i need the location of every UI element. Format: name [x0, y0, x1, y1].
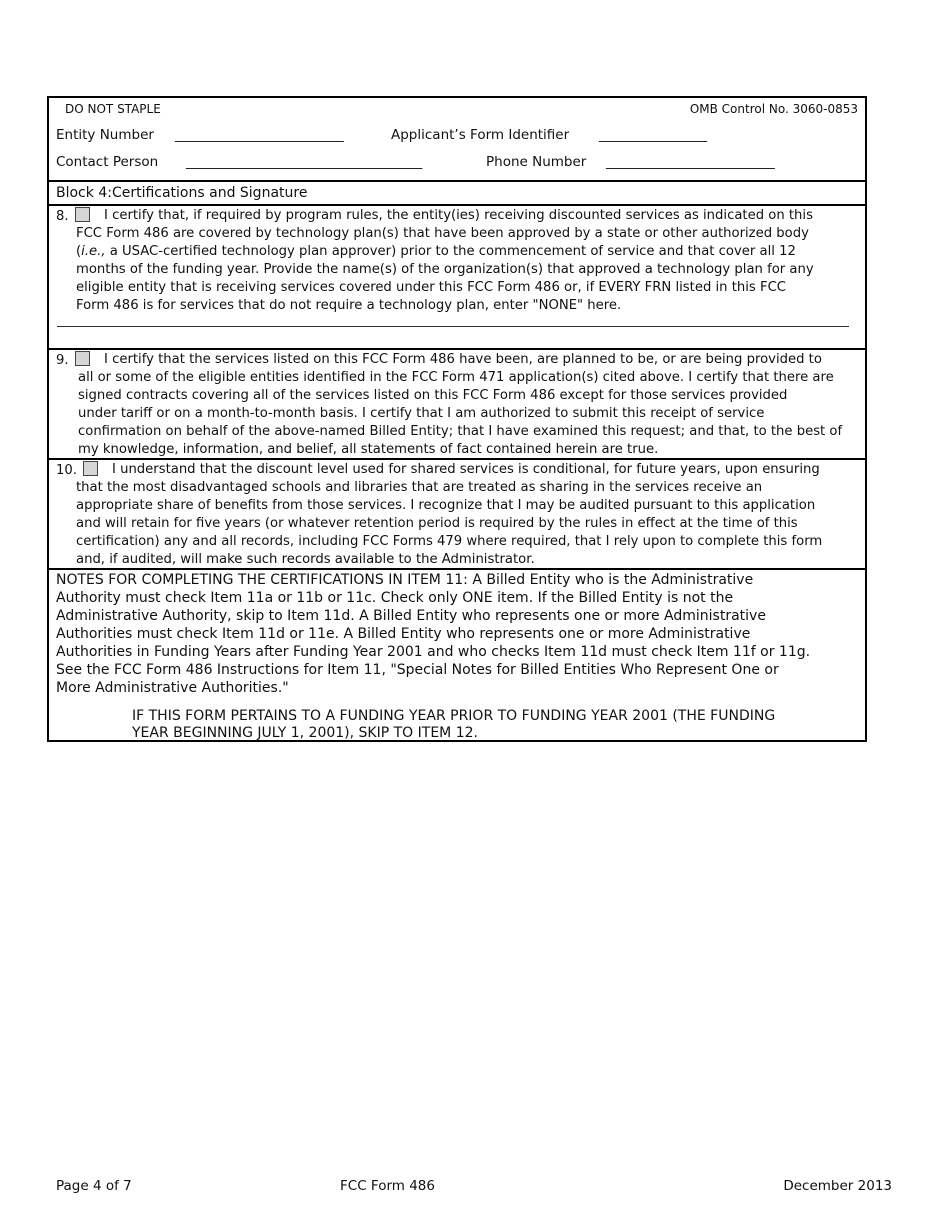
item-9-line: under tariff or on a month-to-month basis. I certify that I am authorized to submit this receipt of service [78, 406, 765, 421]
notes-line: Administrative Authority, skip to Item 11d. A Billed Entity who represents one or more Administrative [56, 608, 766, 624]
notes-line: Authorities must check Item 11d or 11e. A Billed Entity who represents one or more Administrative [56, 626, 751, 642]
item-11-notes [49, 570, 865, 740]
item-10-line: and will retain for five years (or whatever retention period is required by the rules in effect at the time of this [76, 516, 798, 531]
entity-number-label: Entity Number [56, 127, 154, 143]
item-10-line: that the most disadvantaged schools and libraries that are treated as sharing in the services receive an [76, 480, 763, 495]
item-10-line: I understand that the discount level used for shared services is conditional, for future years, upon ensuring [112, 462, 820, 477]
form-header [49, 98, 865, 182]
form-identifier-label: Applicant’s Form Identifier [391, 127, 570, 143]
notes-line: Authorities in Funding Years after Funding Year 2001 and who checks Item 11d must check Item 11f or 11g. [56, 644, 811, 660]
item-8-line: months of the funding year. Provide the name(s) of the organization(s) that approved a technology plan for any [76, 262, 814, 277]
notes-line: More Administrative Authorities." [56, 680, 289, 696]
item-9-checkbox[interactable] [75, 351, 90, 366]
notes-line: NOTES FOR COMPLETING THE CERTIFICATIONS IN ITEM 11: A Billed Entity who is the Administrative [56, 572, 754, 588]
item-8-ie-paren: ( [76, 244, 82, 259]
funding-year-instruction: IF THIS FORM PERTAINS TO A FUNDING YEAR PRIOR TO FUNDING YEAR 2001 (THE FUNDING [132, 708, 776, 724]
contact-person-field[interactable]: ___________________________________ [186, 154, 423, 170]
form-identifier-field[interactable]: ________________ [599, 127, 707, 143]
notes-line: Authority must check Item 11a or 11b or 11c. Check only ONE item. If the Billed Entity is not the [56, 590, 734, 606]
contact-person-label: Contact Person [56, 154, 159, 170]
item-10-number: 10. [56, 463, 77, 478]
certification-item-10 [49, 460, 865, 570]
block-4-title: Block 4:Certifications and Signature [49, 182, 865, 206]
item-9-line: all or some of the eligible entities identified in the FCC Form 471 application(s) cited above. I certify that there are [78, 370, 834, 385]
omb-control-number: OMB Control No. 3060-0853 [689, 102, 858, 116]
item-10-line: and, if audited, will make such records available to the Administrator. [76, 552, 535, 567]
certification-item-9 [49, 350, 865, 460]
item-8-line: eligible entity that is receiving services covered under this FCC Form 486 or, if EVERY FRN listed in this FCC [76, 280, 786, 295]
page-number: Page 4 of 7 [56, 1178, 132, 1194]
item-8-line: Form 486 is for services that do not require a technology plan, enter "NONE" here. [76, 298, 622, 313]
item-8-line: I certify that, if required by program rules, the entity(ies) receiving discounted services as indicated on this [104, 208, 813, 223]
item-8-answer-line[interactable] [57, 326, 849, 327]
entity-number-field[interactable]: _________________________ [175, 127, 344, 143]
item-9-line: I certify that the services listed on this FCC Form 486 have been, are planned to be, or are being provided to [104, 352, 822, 367]
item-8-line: a USAC-certified technology plan approver) prior to the commencement of service and that cover all 12 [109, 244, 796, 259]
item-9-line: signed contracts covering all of the services listed on this FCC Form 486 except for those services provided [78, 388, 788, 403]
item-8-line: FCC Form 486 are covered by technology plan(s) that have been approved by a state or other authorized body [76, 226, 809, 241]
item-8-checkbox[interactable] [75, 207, 90, 222]
item-8-number: 8. [56, 209, 69, 224]
phone-number-field[interactable]: _________________________ [606, 154, 775, 170]
funding-year-instruction: YEAR BEGINNING JULY 1, 2001), SKIP TO ITEM 12. [132, 725, 478, 741]
notes-line: See the FCC Form 486 Instructions for Item 11, "Special Notes for Billed Entities Who Represent One or [56, 662, 779, 678]
certification-item-8 [49, 206, 865, 350]
item-9-line: my knowledge, information, and belief, all statements of fact contained herein are true. [78, 442, 659, 457]
item-10-line: appropriate share of benefits from those services. I recognize that I may be audited pursuant to this application [76, 498, 816, 513]
item-10-checkbox[interactable] [83, 461, 98, 476]
item-9-number: 9. [56, 353, 69, 368]
form-page-4 [47, 96, 867, 742]
phone-number-label: Phone Number [486, 154, 587, 170]
revision-date: December 2013 [783, 1178, 892, 1194]
item-10-line: certification) any and all records, including FCC Forms 479 where required, that I rely upon to complete this form [76, 534, 823, 549]
form-name: FCC Form 486 [340, 1178, 435, 1194]
item-8-ie: i.e., [81, 244, 106, 259]
item-9-line: confirmation on behalf of the above-named Billed Entity; that I have examined this request; and that, to the best of [78, 424, 843, 439]
do-not-staple-label: DO NOT STAPLE [65, 102, 161, 116]
